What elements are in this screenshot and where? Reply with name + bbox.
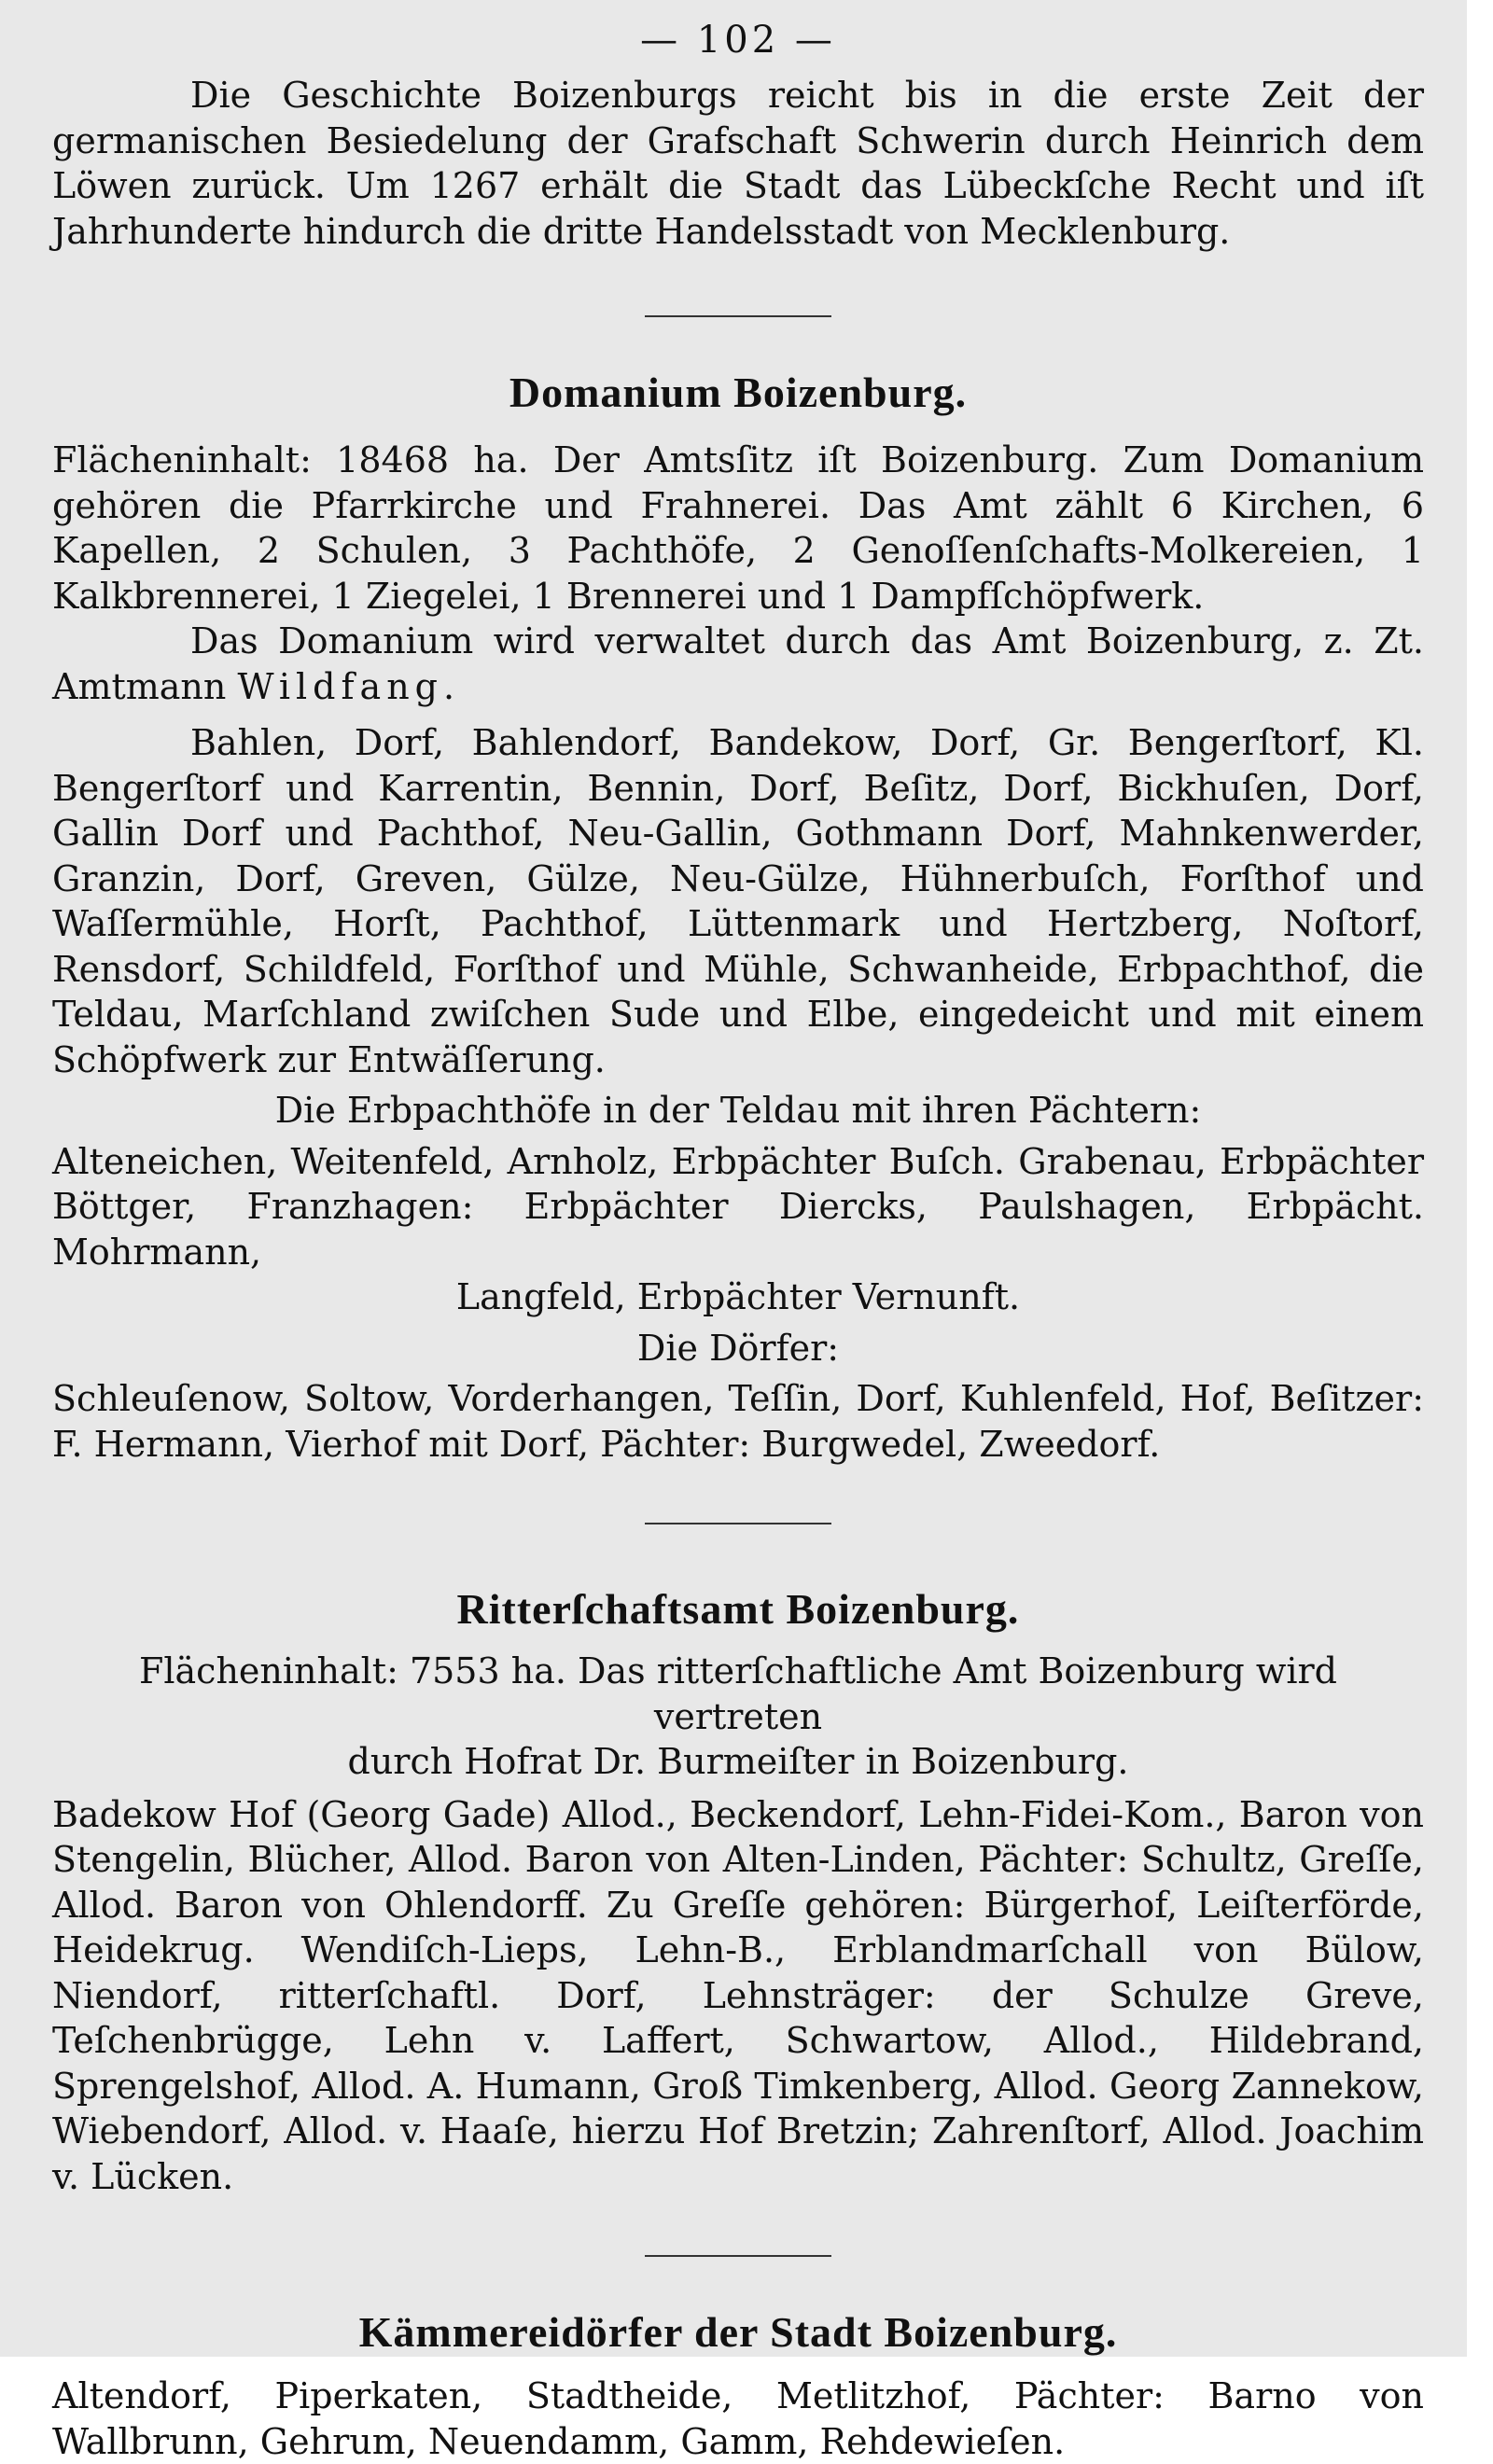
section-title-ritterschaft: Ritterſchaftsamt Boizenburg. <box>456 1585 1020 1633</box>
erbpachthoefe-heading: Die Erbpachthöfe in der Teldau mit ihren Pächtern: <box>274 1090 1202 1131</box>
page-edge <box>1467 0 1493 2357</box>
section-title-domanium: Domanium Boizenburg. <box>509 369 968 416</box>
domanium-administration-text: Das Domanium wird verwaltet durch das Amt Boizenburg, z. Zt. Amtmann <box>52 620 1424 707</box>
ritterschaft-estates-paragraph: Badekow Hof (Georg Gade) Allod., Beckendorf, Lehn-Fidei-Kom., Baron von Stengelin, Blücher, Allod. Baron von Alten-Linden, Pächter: Schultz, Greſſe, Allod. Baron von Ohlendorff. Zu Greſſe gehören: Bürgerhof, Leiſterförde, Heidekrug. Wendiſch-Lieps, Lehn-B., Erblandmarſchall von Bülow, Niendorf, ritterſchaftl. Dorf, Lehnsträger: der Schulze Greve, Teſchenbrügge, Lehn v. Laffert, Schwartow, Allod., Hildebrand, Sprengelshof, Allod. A. Humann, Groß Timkenberg, Allod. Georg Zannekow, Wiebendorf, Allod. v. Haaſe, hierzu Hof Bretzin; Zahrenſtorf, Allod. Joachim v. Lücken. <box>52 1793 1424 2197</box>
ritterschaft-representative: durch Hofrat Dr. Burmeiſter in Boizenburg. <box>347 1741 1129 1782</box>
page-number: — 102 — <box>640 19 836 62</box>
kaemmerei-villages-paragraph: Altendorf, Piperkaten, Stadtheide, Metlitzhof, Pächter: Barno von Wallbrunn, Gehrum, Neuendamm, Gamm, Rehdewieſen. <box>52 2375 1424 2462</box>
intro-paragraph: Die Geschichte Boizenburgs reicht bis in die erste Zeit der germanischen Besiedelung der Grafschaft Schwerin durch Heinrich dem Löwen zurück. Um 1267 erhält die Stadt das Lübeckſche Recht und iſt Jahrhunderte hindurch die dritte Handelsstadt von Mecklenburg. <box>52 75 1424 252</box>
domanium-administration-end: . <box>443 665 455 707</box>
erbpachthoefe-list-end: Langfeld, Erbpächter Vernunft. <box>455 1276 1021 1317</box>
doerfer-list: Schleuſenow, Soltow, Vorderhangen, Teſſin, Dorf, Kuhlenfeld, Hof, Beſitzer: F. Hermann, Vierhof mit Dorf, Pächter: Burgwedel, Zweedorf. <box>52 1378 1424 1465</box>
ritterschaft-area-paragraph: Flächeninhalt: 7553 ha. Das ritterſchaftliche Amt Boizenburg wird vertreten <box>139 1650 1337 1737</box>
amtmann-name: Wildfang <box>237 665 444 707</box>
domanium-administration-paragraph <box>52 619 1424 709</box>
domanium-area-paragraph: Flächeninhalt: 18468 ha. Der Amtsſitz iſt Boizenburg. Zum Domanium gehören die Pfarrkirche und Frahnerei. Das Amt zählt 6 Kirchen, 6 Kapellen, 2 Schulen, 3 Pachthöfe, 2 Genoſſenſchafts-Molkereien, 1 Kalkbrennerei, 1 Ziegelei, 1 Brennerei und 1 Dampfſchöpfwerk. <box>52 439 1424 617</box>
section-title-kaemmerei: Kämmereidörfer der Stadt Boizenburg. <box>358 2308 1118 2356</box>
doerfer-heading: Die Dörfer: <box>636 1327 840 1369</box>
page-content <box>52 19 1424 2464</box>
domanium-villages-paragraph: Bahlen, Dorf, Bahlendorf, Bandekow, Dorf, Gr. Bengerſtorf, Kl. Bengerſtorf und Karrentin, Bennin, Dorf, Beſitz, Dorf, Bickhuſen, Dorf, Gallin Dorf und Pachthof, Neu-Gallin, Gothmann Dorf, Mahnkenwerder, Granzin, Dorf, Greven, Gülze, Neu-Gülze, Hühnerbuſch, Forſthof und Waſſermühle, Horſt, Pachthof, Lüttenmark und Hertzberg, Noſtorf, Rensdorf, Schildfeld, Forſthof und Mühle, Schwanheide, Erbpachthof, die Teldau, Marſchland zwiſchen Sude und Elbe, eingedeicht und mit einem Schöpfwerk zur Entwäſſerung. <box>52 722 1424 1080</box>
erbpachthoefe-list: Alteneichen, Weitenfeld, Arnholz, Erbpächter Buſch. Grabenau, Erbpächter Böttger, Franzhagen: Erbpächter Diercks, Paulshagen, Erbpächt. Mohrmann, <box>52 1140 1424 1273</box>
